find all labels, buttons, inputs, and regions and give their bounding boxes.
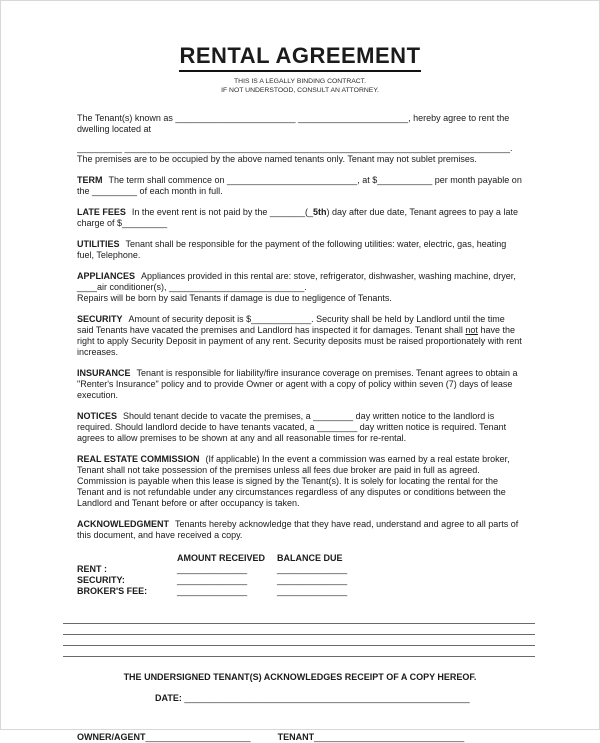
intro-text-2: , hereby agree to rent the dwelling located at (77, 113, 510, 134)
tenant-name-blank: ________________________ ______________________ (175, 113, 409, 123)
notices-text: Should tenant decide to vacate the premises, a ________ day written notice to the landlord is required. Should landlord decide to have tenants vacated, a ________ day written notice is required. Tenant agrees to allow premises to be shown at any and all reasonable times for re-rental. (77, 411, 507, 443)
blank-rule-line (63, 635, 535, 646)
tenant-blank: ______________________________ (314, 732, 465, 742)
document-subtitle (77, 77, 523, 95)
term-text: The term shall commence on __________________________, at $___________ per month payable on the _________ of each month in full. (77, 175, 522, 196)
subtitle-line-2: IF NOT UNDERSTOOD, CONSULT AN ATTORNEY. (221, 87, 379, 94)
subtitle-line-1: THIS IS A LEGALLY BINDING CONTRACT. (234, 78, 366, 85)
section-label-term: TERM (77, 175, 103, 185)
paragraph-security (77, 314, 523, 358)
rent-amount-blank: ______________ (177, 564, 248, 574)
date-label: DATE: (155, 693, 182, 703)
paragraph-late-fees (77, 207, 523, 229)
security-text-after: have the right to apply Security Deposit in payment of any rent. Security deposits must be raised proportionately with rent increases. (77, 325, 522, 357)
balance-due-header: BALANCE DUE (277, 553, 343, 563)
section-label-utilities: UTILITIES (77, 239, 120, 249)
payment-table-header-spacer (77, 553, 177, 564)
paragraph-appliances-repairs: Repairs will be born by said Tenants if damage is due to negligence of Tenants. (77, 293, 392, 303)
paragraph-acknowledgment (77, 519, 523, 541)
blank-rule-line (63, 646, 535, 657)
table-row-brokers-fee (77, 586, 523, 597)
payment-table (77, 553, 523, 597)
owner-agent-blank: _____________________ (145, 732, 251, 742)
receipt-acknowledgment-line: THE UNDERSIGNED TENANT(S) ACKNOWLEDGES RECEIPT OF A COPY HEREOF. (123, 672, 477, 682)
document-page (1, 1, 599, 743)
amount-received-header: AMOUNT RECEIVED (177, 553, 266, 563)
paragraph-tenant-intro (77, 113, 523, 135)
paragraph-real-estate-commission (77, 454, 523, 509)
section-label-acknowledgment: ACKNOWLEDGMENT (77, 519, 169, 529)
utilities-text: Tenant shall be responsible for the payment of the following utilities: water, electric, gas, heating fuel, Telephone. (77, 239, 507, 260)
security-amount-blank: ______________ (177, 575, 248, 585)
security-underlined-word: not (465, 325, 478, 335)
appliances-text: Appliances provided in this rental are: stove, refrigerator, dishwasher, washing machine, dryer, ____air conditioner(s), ___________________________. (77, 271, 516, 292)
late-fees-text-2: ) day after due date, Tenant agrees to pay a late charge of $_________ (77, 207, 518, 228)
signature-row (77, 732, 523, 743)
paragraph-occupancy: The premises are to be occupied by the above named tenants only. Tenant may not sublet premises. (77, 154, 477, 164)
paragraph-term (77, 175, 523, 197)
address-blank-line: _________ _____________________________________________________________________________. (77, 143, 513, 153)
payment-table-header-row (77, 553, 523, 564)
section-label-real-estate-commission: REAL ESTATE COMMISSION (77, 454, 200, 464)
blank-rule-line (63, 613, 535, 624)
tenant-signature (278, 732, 465, 743)
section-label-insurance: INSURANCE (77, 368, 131, 378)
paragraph-notices (77, 411, 523, 444)
brokers-fee-row-label: BROKER'S FEE: (77, 586, 148, 596)
security-balance-blank: ______________ (277, 575, 348, 585)
security-row-label: SECURITY: (77, 575, 125, 585)
section-label-late-fees: LATE FEES (77, 207, 126, 217)
paragraph-utilities (77, 239, 523, 261)
paragraph-insurance (77, 368, 523, 401)
page-title: RENTAL AGREEMENT (179, 43, 420, 72)
insurance-text: Tenant is responsible for liability/fire insurance coverage on premises. Tenant agrees to obtain a "Renter's Insurance" policy and to provide Owner or agent with a copy of policy within seven (7) days of lease execution. (77, 368, 518, 400)
rent-balance-blank: ______________ (277, 564, 348, 574)
brokers-fee-amount-blank: ______________ (177, 586, 248, 596)
table-row-rent (77, 564, 523, 575)
brokers-fee-balance-blank: ______________ (277, 586, 348, 596)
owner-agent-signature (77, 732, 251, 743)
date-blank: _________________________________________________________ (184, 693, 470, 703)
blank-rule-line (63, 624, 535, 635)
table-row-security (77, 575, 523, 586)
section-label-security: SECURITY (77, 314, 123, 324)
intro-text-1: The Tenant(s) known as (77, 113, 176, 123)
owner-agent-label: OWNER/AGENT (77, 732, 146, 742)
late-fees-day: 5th (312, 207, 327, 217)
section-label-appliances: APPLIANCES (77, 271, 136, 281)
section-label-notices: NOTICES (77, 411, 118, 421)
real-estate-commission-text: (If applicable) In the event a commission was earned by a real estate broker, Tenant shall not take possession of the premises unless all fees due broker are paid in full as agreed. Commission is payable when this lease is signed by the Tenant(s). It is solely for locating the rental for the Tenant and is not refundable under any circumstances regardless of any disputes or conditions between the Landlord and Tenant before or after occupancy is taken. (77, 454, 510, 508)
rent-row-label: RENT : (77, 564, 107, 574)
document-header (77, 1, 523, 95)
notes-blank-lines (63, 613, 535, 657)
tenant-label: TENANT (277, 732, 315, 742)
date-line (77, 693, 523, 704)
paragraph-appliances (77, 271, 523, 293)
late-fees-text-1: In the event rent is not paid by the _______(_ (131, 207, 313, 217)
security-text-before: Amount of security deposit is $____________. Security shall be held by Landlord until the time said Tenants have vacated the premises and Landlord has inspected it for damages. Tenant shall (77, 314, 505, 335)
acknowledgment-text: Tenants hereby acknowledge that they have read, understand and agree to all parts of this document, and have received a copy. (77, 519, 519, 540)
